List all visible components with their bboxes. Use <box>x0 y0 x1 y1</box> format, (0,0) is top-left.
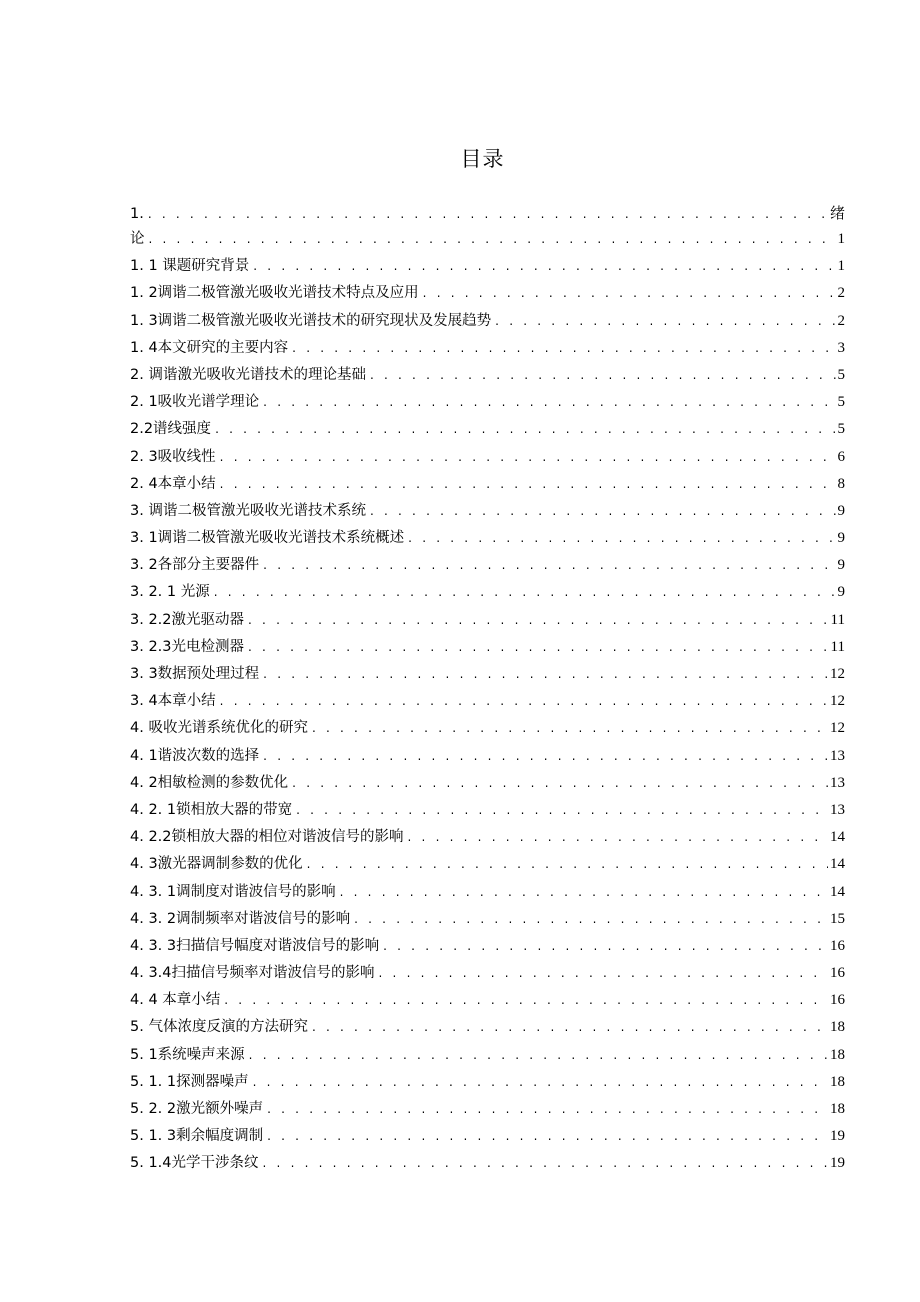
toc-title: 目录 <box>460 147 505 171</box>
dot-leader <box>296 797 828 824</box>
dot-leader <box>307 851 828 878</box>
toc-entry[interactable] <box>130 933 845 960</box>
dot-leader <box>370 362 836 389</box>
toc-entry-label: 2. 1吸收光谱学理论 <box>130 394 260 411</box>
dot-leader <box>292 335 835 362</box>
toc-entry-page: 18 <box>830 1019 845 1036</box>
dot-leader <box>312 715 828 742</box>
toc-entry[interactable] <box>130 1014 845 1041</box>
toc-entry[interactable] <box>130 498 845 525</box>
toc-entry[interactable] <box>130 416 845 443</box>
toc-entry-label: 1. 2调谐二极管激光吸收光谱技术特点及应用 <box>130 285 419 302</box>
toc-entry[interactable] <box>130 715 845 742</box>
toc-entry-label: 4. 3. 2调制频率对谐波信号的影响 <box>130 910 351 927</box>
toc-entry-page: 5 <box>837 421 845 438</box>
toc-entry-label: 3. 2.3光电检测器 <box>130 638 245 655</box>
toc-entry-page: 5 <box>837 394 845 411</box>
toc-entry-label: 5. 1. 1探测器噪声 <box>130 1073 249 1090</box>
toc-entry-label: 3. 2.2激光驱动器 <box>130 611 245 628</box>
dot-leader <box>370 498 836 525</box>
toc-entry[interactable] <box>130 471 845 498</box>
toc-entry[interactable] <box>130 253 845 280</box>
toc-entry[interactable] <box>130 634 845 661</box>
toc-entry[interactable] <box>130 879 845 906</box>
toc-entry-label: 2. 调谐激光吸收光谱技术的理论基础 <box>130 366 366 383</box>
toc-entry-label: 4. 2相敏检测的参数优化 <box>130 774 289 791</box>
toc-entry[interactable] <box>130 1069 845 1096</box>
dot-leader <box>263 661 828 688</box>
toc-entry-label: 3. 3数据预处理过程 <box>130 666 260 682</box>
toc-entry[interactable] <box>130 987 845 1014</box>
dot-leader <box>263 1150 828 1177</box>
dot-leader <box>220 688 828 715</box>
toc-entry-label: 4. 2.2锁相放大器的相位对谐波信号的影响 <box>130 829 404 846</box>
dot-leader <box>408 824 828 851</box>
dot-leader <box>253 253 835 280</box>
toc-entry-page: 1 <box>837 231 845 247</box>
dot-leader <box>408 525 835 552</box>
dot-leader <box>354 906 828 933</box>
toc-entry-first-line[interactable] <box>130 200 845 226</box>
toc-entry-page: 8 <box>837 475 845 492</box>
toc-entry-label: 5. 1系统噪声来源 <box>130 1046 245 1063</box>
toc-entry-page: 15 <box>830 910 845 927</box>
toc-entry-title-start: 绪 <box>829 204 845 222</box>
dot-leader <box>263 743 828 770</box>
toc-entry[interactable] <box>130 851 845 878</box>
toc-entry-number: 1. <box>130 206 144 222</box>
dot-leader <box>248 607 829 634</box>
toc-entry[interactable] <box>130 743 845 770</box>
dot-leader <box>248 634 829 661</box>
toc-entry-label: 4. 3. 1调制度对谐波信号的影响 <box>130 883 336 900</box>
toc-entry-page: 14 <box>830 856 845 873</box>
toc-entry-page: 18 <box>830 1073 845 1090</box>
toc-entry-page: 12 <box>830 666 845 682</box>
toc-entry-title-end: 论 <box>130 231 145 247</box>
toc-entry[interactable] <box>130 906 845 933</box>
dot-leader <box>148 201 830 227</box>
toc-entry-label: 5. 气体浓度反演的方法研究 <box>130 1019 308 1036</box>
toc-entry-page: 13 <box>830 747 845 764</box>
toc-entry-label: 3. 1调谐二极管激光吸收光谱技术系统概述 <box>130 530 405 547</box>
toc-entry-label: 4. 3激光器调制参数的优化 <box>130 856 303 873</box>
toc-entry[interactable] <box>130 389 845 416</box>
toc-entry-page: 12 <box>830 720 845 737</box>
dot-leader <box>214 579 836 606</box>
toc-entry-page: 18 <box>830 1046 845 1063</box>
toc-entry-label: 4. 3.4扫描信号频率对谐波信号的影响 <box>130 965 375 982</box>
dot-leader <box>263 389 835 416</box>
toc-entry-page: 18 <box>830 1101 845 1117</box>
toc-entry[interactable] <box>130 797 845 824</box>
toc-entry-label: 3. 4本章小结 <box>130 693 216 710</box>
toc-entry-page: 13 <box>830 774 845 791</box>
toc-entry-label: 4. 吸收光谱系统优化的研究 <box>130 720 308 737</box>
toc-entry[interactable] <box>130 362 845 389</box>
toc-entry-label: 2.2谱线强度 <box>130 421 212 438</box>
toc-entry-label: 2. 3吸收线性 <box>130 448 216 465</box>
toc-entry[interactable] <box>130 688 845 715</box>
dot-leader <box>292 770 828 797</box>
toc-entry-page: 19 <box>830 1128 845 1145</box>
toc-list <box>130 200 845 1178</box>
toc-entry-label: 5. 2. 2激光额外噪声 <box>130 1101 264 1117</box>
toc-entry-page: 16 <box>830 937 845 954</box>
toc-entry-page: 5 <box>837 366 845 383</box>
dot-leader <box>267 1123 828 1150</box>
toc-entry[interactable] <box>130 552 845 579</box>
toc-entry[interactable] <box>130 280 845 307</box>
dot-leader <box>340 879 828 906</box>
toc-entry-label: 1. 4本文研究的主要内容 <box>130 339 289 356</box>
toc-entry-page: 16 <box>830 965 845 982</box>
toc-entry-label: 5. 1. 3剩余幅度调制 <box>130 1128 264 1145</box>
toc-entry[interactable] <box>130 444 845 471</box>
toc-entry-page: 9 <box>837 584 845 601</box>
toc-entry-page: 13 <box>830 801 845 818</box>
dot-leader <box>423 280 836 307</box>
dot-leader <box>149 226 836 253</box>
toc-entry-label: 4. 4 本章小结 <box>130 992 221 1009</box>
toc-entry-label: 4. 3. 3扫描信号幅度对谐波信号的影响 <box>130 937 380 954</box>
dot-leader <box>249 1042 828 1069</box>
toc-entry-label: 2. 4本章小结 <box>130 475 216 492</box>
toc-entry-page: 11 <box>830 638 845 655</box>
toc-entry-label: 3. 调谐二极管激光吸收光谱技术系统 <box>130 502 366 519</box>
toc-entry-page: 16 <box>830 992 845 1009</box>
dot-leader <box>215 416 835 443</box>
dot-leader <box>220 471 836 498</box>
toc-entry-page: 9 <box>837 557 845 574</box>
toc-entry[interactable] <box>130 335 845 362</box>
dot-leader <box>495 308 835 335</box>
toc-entry[interactable] <box>130 308 845 335</box>
toc-entry[interactable] <box>130 1123 845 1150</box>
toc-entry-label: 4. 2. 1锁相放大器的带宽 <box>130 801 293 818</box>
toc-entry[interactable] <box>130 960 845 987</box>
toc-entry-page: 9 <box>837 530 845 547</box>
toc-entry[interactable] <box>130 824 845 851</box>
dot-leader <box>224 987 828 1014</box>
toc-entry[interactable] <box>130 579 845 606</box>
toc-entry-page: 1 <box>837 258 845 275</box>
toc-entry-label: 3. 2各部分主要器件 <box>130 557 260 574</box>
toc-entry[interactable] <box>130 525 845 552</box>
toc-entry-label: 1. 3调谐二极管激光吸收光谱技术的研究现状及发展趋势 <box>130 312 492 329</box>
toc-entry[interactable] <box>130 1150 845 1177</box>
toc-entry-label: 5. 1.4光学干涉条纹 <box>130 1155 259 1172</box>
toc-entry-first-continuation[interactable] <box>130 226 845 253</box>
toc-entry-page: 6 <box>837 448 845 465</box>
toc-entry[interactable] <box>130 1042 845 1069</box>
toc-entry-page: 9 <box>837 502 845 519</box>
toc-entry[interactable] <box>130 1096 845 1123</box>
toc-entry-page: 2 <box>837 312 845 329</box>
dot-leader <box>253 1069 828 1096</box>
toc-entry-page: 11 <box>830 611 845 628</box>
dot-leader <box>267 1096 828 1123</box>
toc-entry-page: 14 <box>830 883 845 900</box>
toc-entry-page: 19 <box>830 1155 845 1172</box>
toc-entry-label: 4. 1谐波次数的选择 <box>130 747 260 764</box>
toc-entry-label: 3. 2. 1 光源 <box>130 584 210 601</box>
toc-entry-page: 3 <box>837 339 845 356</box>
toc-entry[interactable] <box>130 661 845 688</box>
dot-leader <box>312 1014 828 1041</box>
dot-leader <box>263 552 835 579</box>
toc-entry[interactable] <box>130 607 845 634</box>
dot-leader <box>383 933 828 960</box>
dot-leader <box>379 960 828 987</box>
dot-leader <box>220 444 836 471</box>
toc-entry-page: 14 <box>830 829 845 846</box>
toc-entry-page: 2 <box>837 285 845 302</box>
toc-entry-label: 1. 1 课题研究背景 <box>130 258 250 275</box>
toc-entry[interactable] <box>130 770 845 797</box>
toc-entry-page: 12 <box>830 693 845 710</box>
